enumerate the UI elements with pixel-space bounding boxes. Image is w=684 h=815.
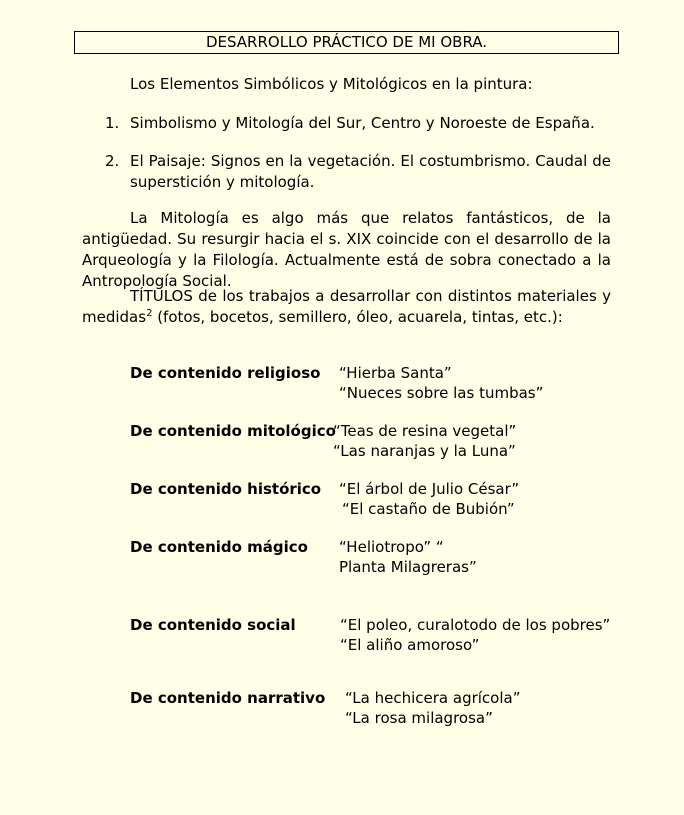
category-title: “Heliotropo” “ (339, 538, 444, 556)
titles-paragraph (82, 286, 611, 328)
category-label-religioso: De contenido religioso (130, 364, 321, 382)
category-title: “El aliño amoroso” (340, 636, 480, 654)
category-label-narrativo: De contenido narrativo (130, 689, 326, 707)
category-label-social: De contenido social (130, 616, 296, 634)
category-label-historico: De contenido histórico (130, 480, 322, 498)
footnote-marker: 2 (146, 308, 153, 319)
category-title: “El castaño de Bubión” (342, 500, 515, 518)
intro-text: Los Elementos Simbólicos y Mitológicos en la pintura: (130, 75, 533, 93)
category-title: “Las naranjas y la Luna” (333, 442, 516, 460)
list-item-text: Simbolismo y Mitología del Sur, Centro y Noroeste de España. (130, 114, 595, 132)
category-title: Planta Milagreras” (339, 558, 477, 576)
category-title: “Teas de resina vegetal” (333, 422, 517, 440)
category-label-mitologico: De contenido mitológico (130, 422, 336, 440)
list-item-text: El Paisaje: Signos en la vegetación. El costumbrismo. Caudal de superstición y mitología. (130, 152, 611, 191)
mythology-paragraph: La Mitología es algo más que relatos fantásticos, de la antigüedad. Su resurgir hacia el s. XIX coincide con el desarrollo de la Arqueología y la Filología. Actualmente está de sobra conectado a la Antropología Social. (82, 209, 611, 290)
list-item-number: 2. (105, 152, 120, 170)
category-title: “El árbol de Julio César” (339, 480, 520, 498)
category-title: “Nueces sobre las tumbas” (339, 384, 544, 402)
category-title: “La hechicera agrícola” (345, 689, 521, 707)
category-title: “Hierba Santa” (339, 364, 452, 382)
list-item-number: 1. (105, 114, 120, 132)
titles-paragraph-materials: (fotos, bocetos, semillero, óleo, acuarela, tintas, etc.): (152, 308, 563, 326)
page-title: DESARROLLO PRÁCTICO DE MI OBRA. (74, 31, 619, 54)
category-title: “El poleo, curalotodo de los pobres” (340, 616, 611, 634)
category-label-magico: De contenido mágico (130, 538, 308, 556)
titles-paragraph-text: TÍTULOS de los trabajos a desarrollar con distintos materiales y medidas (82, 287, 611, 326)
category-title: “La rosa milagrosa” (345, 709, 493, 727)
